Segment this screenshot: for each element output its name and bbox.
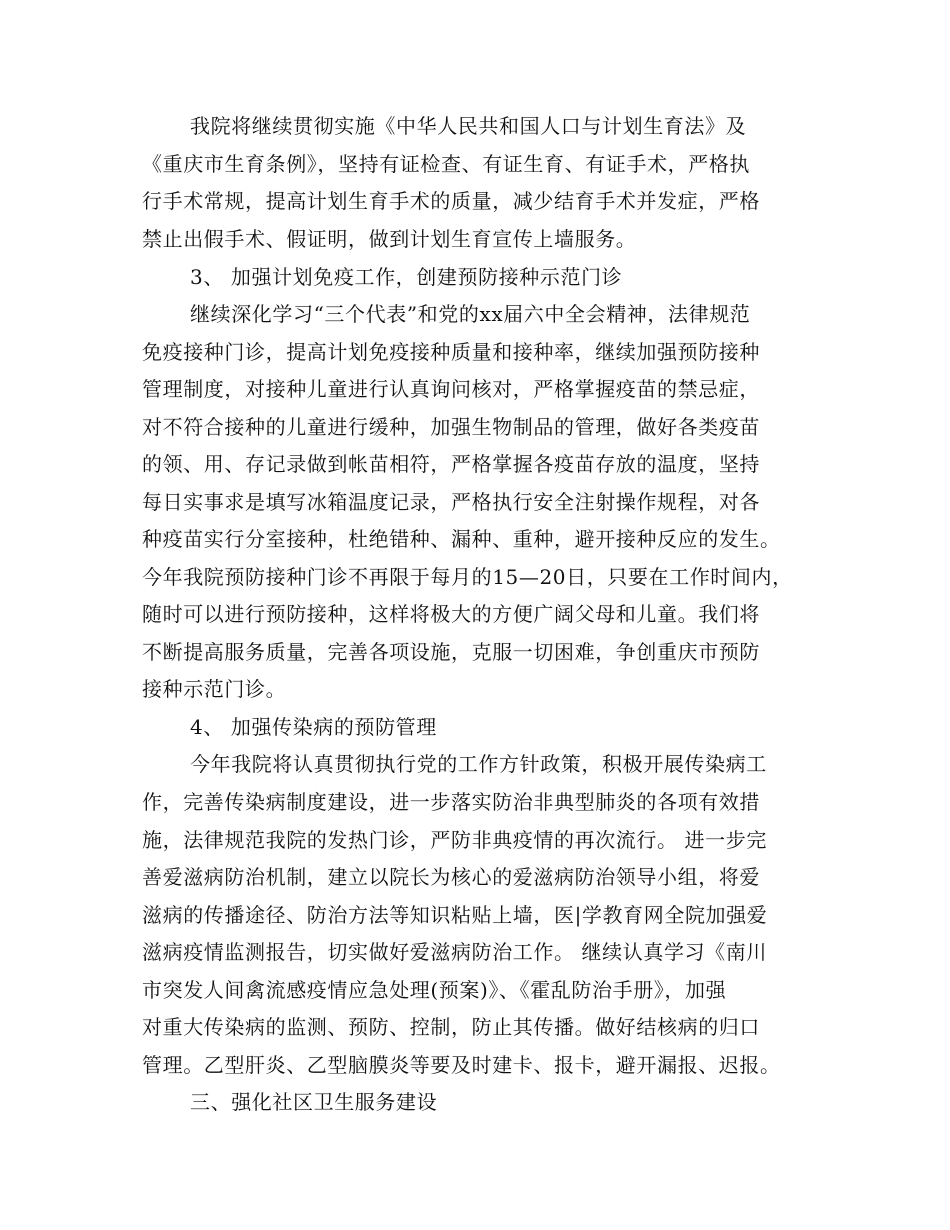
paragraph-line: 免疫接种门诊，提高计划免疫接种质量和接种率，继续加强预防接种 <box>142 340 760 364</box>
paragraph-line: 的领、用、存记录做到帐苗相符，严格掌握各疫苗存放的温度，坚持 <box>142 452 760 476</box>
section-heading: 4、 加强传染病的预防管理 <box>190 715 437 739</box>
paragraph-line: 随时可以进行预防接种，这样将极大的方便广阔父母和儿童。我们将 <box>142 602 760 626</box>
paragraph-line: 接种示范门诊。 <box>142 677 287 701</box>
paragraph-line: 今年我院将认真贯彻执行党的工作方针政策，积极开展传染病工 <box>190 752 767 776</box>
paragraph-line: 不断提高服务质量，完善各项设施，克服一切困难，争创重庆市预防 <box>142 640 760 664</box>
paragraph-line: 种疫苗实行分室接种，杜绝错种、漏种、重种，避开接种反应的发生。 <box>142 527 781 551</box>
paragraph-line: 《重庆市生育条例》，坚持有证检查、有证生育、有证手术，严格执 <box>142 152 750 176</box>
paragraph-line: 管理制度，对接种儿童进行认真询问核对，严格掌握疫苗的禁忌症， <box>142 377 760 401</box>
paragraph-line: 对不符合接种的儿童进行缓种，加强生物制品的管理，做好各类疫苗 <box>142 415 760 439</box>
paragraph-line: 我院将继续贯彻实施《中华人民共和国人口与计划生育法》及 <box>190 114 747 138</box>
section-heading: 三、强化社区卫生服务建设 <box>190 1090 438 1114</box>
paragraph-line: 行手术常规，提高计划生育手术的质量，减少结育手术并发症，严格 <box>142 189 760 213</box>
paragraph-line: 施，法律规范我院的发热门诊，严防非典疫情的再次流行。 进一步完 <box>142 828 767 852</box>
paragraph-line: 滋病疫情监测报告，切实做好爱滋病防治工作。 继续认真学习《南川 <box>142 940 767 964</box>
paragraph-line: 作，完善传染病制度建设，进一步落实防治非典型肺炎的各项有效措 <box>142 790 760 814</box>
paragraph-line: 滋病的传播途径、防治方法等知识粘贴上墙，医|学教育网全院加强爱 <box>142 903 768 927</box>
paragraph-line: 今年我院预防接种门诊不再限于每月的15—20日，只要在工作时间内， <box>142 565 793 589</box>
paragraph-line: 每日实事求是填写冰箱温度记录，严格执行安全注射操作规程，对各 <box>142 490 760 514</box>
paragraph-line: 善爱滋病防治机制，建立以院长为核心的爱滋病防治领导小组，将爱 <box>142 865 760 889</box>
paragraph-line: 禁止出假手术、假证明，做到计划生育宣传上墙服务。 <box>142 227 637 251</box>
paragraph-line: 市突发人间禽流感疫情应急处理(预案)》、《霍乱防治手册》，加强 <box>142 978 727 1002</box>
paragraph-line: 管理。乙型肝炎、乙型脑膜炎等要及时建卡、报卡，避开漏报、迟报。 <box>142 1053 781 1077</box>
paragraph-line: 对重大传染病的监测、预防、控制，防止其传播。做好结核病的归口 <box>142 1015 760 1039</box>
section-heading: 3、 加强计划免疫工作，创建预防接种示范门诊 <box>190 265 623 289</box>
paragraph-line: 继续深化学习“三个代表”和党的xx届六中全会精神，法律规范 <box>190 302 751 326</box>
